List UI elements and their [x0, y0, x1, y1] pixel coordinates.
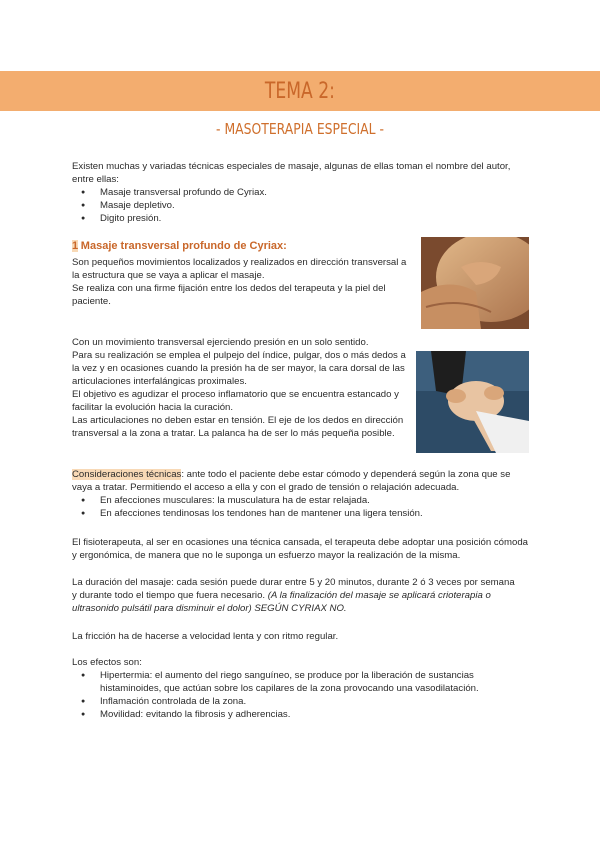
- section1-block-b: [72, 336, 407, 440]
- section1-p2: Se realiza con una firme fijación entre los dedos del terapeuta y la piel del paciente.: [72, 283, 386, 307]
- effects-block: [72, 656, 522, 721]
- list-item: ● En afecciones musculares: la musculatura ha de estar relajada.: [72, 494, 522, 507]
- page-subtitle: - MASOTERAPIA ESPECIAL -: [216, 120, 384, 138]
- considerations-paragraph: [72, 468, 522, 494]
- list-item: ● Masaje depletivo.: [72, 199, 512, 212]
- intro-paragraph: [72, 160, 512, 225]
- knee-massage-image: [416, 351, 529, 453]
- effects-heading: Los efectos son:: [72, 657, 142, 668]
- list-item: ● En afecciones tendinosas los tendones han de mantener una ligera tensión.: [72, 507, 522, 520]
- considerations-text: : ante todo el paciente debe estar cómodo y dependerá según la zona que se vaya a tratar. Permitiendo el acceso a ella y con el grado de tensión o relajación adecuada.: [72, 469, 511, 493]
- section-heading: [72, 240, 392, 253]
- therapist-paragraph: El fisioterapeuta, al ser en ocasiones una técnica cansada, el terapeuta debe adoptar una posición cómoda y ergonómica, de manera que no le suponga un esfuerzo mayor la realización de la misma.: [72, 537, 529, 561]
- list-item: ● Hipertermia: el aumento del riego sanguíneo, se produce por la liberación de sustancias histaminoides, que actúan sobre los capilares de la zona provocando una vasodilatación.: [72, 669, 522, 695]
- massage-photo-2: [416, 351, 529, 453]
- section1-p4: Para su realización se emplea el pulpejo del índice, pulgar, dos o más dedos a la vez y en ocasiones cuando la presión ha de ser mayor, la cara dorsal de las articulaciones interfalángicas proximales.: [72, 350, 406, 387]
- list-item: ● Inflamación controlada de la zona.: [72, 695, 522, 708]
- duration-text: La duración del masaje: cada sesión puede durar entre 5 y 20 minutos, durante 2 ó 3 veces por semana y durante todo el tiempo que fuera necesario.: [72, 577, 515, 601]
- section1-p1: Son pequeños movimientos localizados y realizados en dirección transversal a la estructura que se vaya a aplicar el masaje.: [72, 257, 407, 281]
- massage-photo-1: [421, 237, 529, 329]
- intro-text: Existen muchas y variadas técnicas especiales de masaje, algunas de ellas toman el nombre del autor, entre ellas:: [72, 161, 511, 185]
- section1-p3: Con un movimiento transversal ejerciendo presión en un solo sentido.: [72, 337, 369, 348]
- effects-list: [72, 669, 522, 721]
- friction-paragraph: La fricción ha de hacerse a velocidad lenta y con ritmo regular.: [72, 631, 339, 642]
- section1-block-a: [72, 256, 407, 308]
- section-number: 1: [72, 240, 79, 252]
- considerations-label: Consideraciones técnicas: [72, 469, 182, 480]
- list-item: ● Movilidad: evitando la fibrosis y adherencias.: [72, 708, 522, 721]
- section-title: Masaje transversal profundo de Cyriax:: [80, 240, 287, 252]
- list-item: ● Masaje transversal profundo de Cyriax.: [72, 186, 512, 199]
- page-title: TEMA 2:: [264, 78, 336, 104]
- section1-p6: Las articulaciones no deben estar en tensión. El eje de los dedos en dirección transversal a la zona a tratar. La palanca ha de ser lo más pequeña posible.: [72, 415, 404, 439]
- technique-list: [72, 186, 512, 225]
- duration-note: (A la finalización del masaje se aplicará crioterapia o ultrasonido pulsátil para disminuir el dolor) SEGÚN CYRIAX NO.: [72, 590, 491, 614]
- section1-p5: El objetivo es agudizar el proceso inflamatorio que se encuentra estancado y facilitar la evolución hacia la curación.: [72, 389, 399, 413]
- duration-paragraph: [72, 576, 522, 615]
- considerations-block: [72, 468, 522, 520]
- considerations-list: [72, 494, 522, 520]
- hands-massage-image: [421, 237, 529, 329]
- list-item: ● Digito presión.: [72, 212, 512, 225]
- title-banner: [0, 71, 600, 111]
